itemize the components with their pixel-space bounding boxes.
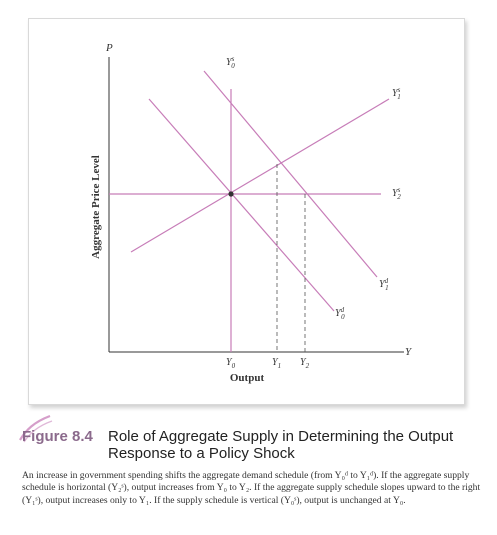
tick-label-y1: $Y_1$ xyxy=(272,357,282,370)
output-axis-label: Y xyxy=(405,346,412,358)
new-demand-label: $Y^d$ 1 xyxy=(379,277,389,292)
figure-caption xyxy=(22,426,492,506)
horizontal-supply-label: $Y^s$ 2 xyxy=(392,186,401,201)
vertical-supply-label: $Y^s$ 0 xyxy=(226,55,235,70)
aggregate-price-level-label: Aggregate Price Level xyxy=(90,155,102,259)
figure-title: Role of Aggregate Supply in Determining the Output Response to a Policy Shock xyxy=(108,428,454,462)
tick-label-y2: $Y_2$ xyxy=(300,357,310,370)
output-label: Output xyxy=(229,372,265,384)
figure-number: Figure 8.4 xyxy=(22,428,93,445)
aggregate-supply-diagram xyxy=(29,19,464,404)
tick-label-y0: $Y_0$ xyxy=(226,357,236,370)
equilibrium-point xyxy=(228,191,233,196)
demand-curve-new xyxy=(204,71,377,277)
caption-header xyxy=(22,426,492,466)
sloped-supply-label: $Y^s$ 1 xyxy=(392,86,401,101)
caption-text: An increase in government spending shifts the aggregate demand schedule (from Y₀ᵈ to Y₁ᵈ). If the aggregate supply schedule is horizontal (Y₂ˢ), output increases from Y₀ to Y₂. If the aggregate supply schedule slopes upward to the right (Y₁ˢ), output increases only to Y₁. If the supply schedule is vertical (Y₀ˢ), output is unchanged at Y₀. xyxy=(22,470,481,506)
figure-panel xyxy=(28,18,465,405)
old-demand-label: $Y^d$ 0 xyxy=(335,306,345,321)
price-axis-label: P xyxy=(106,42,113,54)
demand-curve-old xyxy=(149,99,334,311)
